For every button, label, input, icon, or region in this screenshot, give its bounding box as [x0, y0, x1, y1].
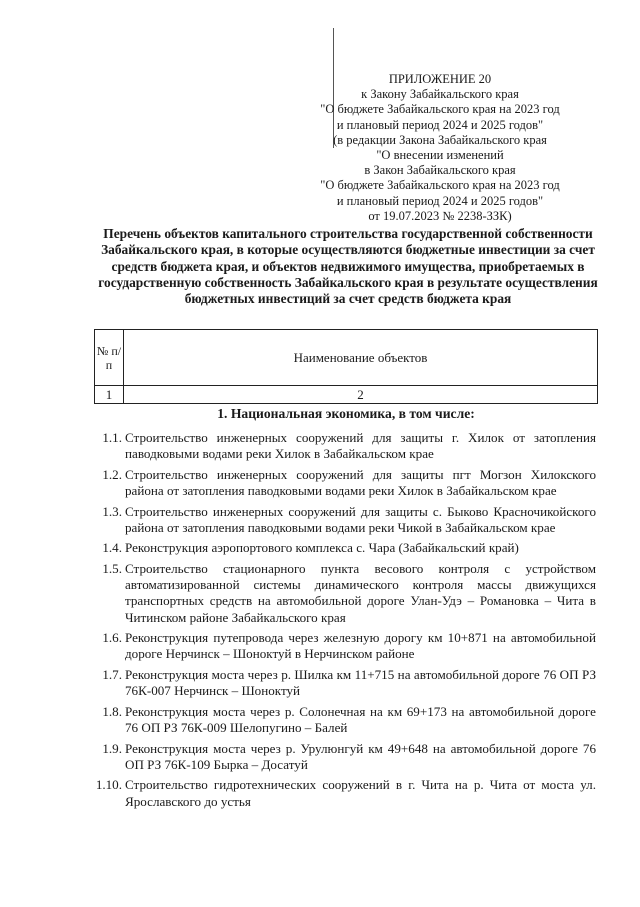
col-number-header: № п/п — [95, 330, 124, 386]
list-item — [94, 667, 596, 699]
appendix-line: "О бюджете Забайкальского края на 2023 год — [320, 102, 560, 117]
item-text: Реконструкция аэропортового комплекса с. Чара (Забайкальский край) — [125, 540, 519, 556]
item-text: Строительство инженерных сооружений для защиты пгт Могзон Хилокского района от затопления паводковыми водами реки Хилок в Забайкальском крае — [125, 466, 596, 498]
item-number: 1.9. — [102, 740, 122, 756]
list-item — [94, 704, 596, 736]
item-number: 1.7. — [102, 666, 122, 682]
appendix-line: в Закон Забайкальского края — [364, 163, 516, 178]
item-number: 1.1. — [102, 430, 122, 445]
objects-list — [94, 430, 596, 814]
col-name-header: Наименование объектов — [124, 330, 598, 386]
item-number: 1.5. — [102, 560, 122, 576]
list-item — [94, 777, 596, 809]
list-item — [94, 561, 596, 626]
list-item — [94, 504, 596, 536]
item-number: 1.6. — [102, 630, 122, 646]
objects-table-header — [94, 329, 598, 404]
appendix-header — [300, 72, 580, 224]
list-item — [94, 540, 596, 556]
item-text: Реконструкция моста через р. Урулюнгуй км 49+648 на автомобильной дороге 76 ОП РЗ 76К-109 Бырка – Досатуй — [125, 740, 596, 772]
appendix-line: от 19.07.2023 № 2238-ЗЗК) — [368, 208, 512, 223]
item-number: 1.3. — [102, 503, 122, 519]
item-text: Реконструкция моста через р. Шилка км 11+715 на автомобильной дороге 76 ОП РЗ 76К-007 Нерчинск – Шоноктуй — [125, 666, 596, 699]
item-number: 1.4. — [102, 540, 122, 556]
appendix-line: "О бюджете Забайкальского края на 2023 год — [320, 178, 560, 193]
item-text: Реконструкция путепровода через железную дорогу км 10+871 на автомобильной дороге Нерчинск – Шоноктуй в Нерчинском районе — [125, 630, 596, 662]
item-number: 1.2. — [102, 466, 122, 482]
list-item — [94, 467, 596, 499]
appendix-line: "О внесении изменений — [376, 148, 504, 163]
appendix-line: ПРИЛОЖЕНИЕ 20 — [388, 72, 492, 86]
col-number-index: 1 — [95, 386, 124, 404]
item-number: 1.10. — [95, 777, 122, 793]
item-text: Строительство инженерных сооружений для защиты с. Быково Красночикойского района от затопления паводковыми водами реки Чикой в Забайкальском крае — [125, 503, 596, 535]
col-name-index: 2 — [124, 386, 598, 404]
item-number: 1.8. — [102, 703, 122, 719]
item-text: Строительство гидротехнических сооружений в г. Чита на р. Чита от моста ул. Ярославского до устья — [125, 777, 596, 809]
section-heading: 1. Национальная экономика, в том числе: — [217, 406, 475, 421]
appendix-line: (в редакции Закона Забайкальского края — [333, 132, 547, 147]
list-item — [94, 741, 596, 773]
appendix-line: и плановый период 2024 и 2025 годов" — [336, 193, 544, 208]
list-item — [94, 430, 596, 462]
item-text: Строительство инженерных сооружений для защиты г. Хилок от затопления паводковыми водами реки Хилок в Забайкальском крае — [125, 430, 596, 462]
document-title: Перечень объектов капитального строительства государственной собственности Забайкальского края, в которые осуществляются бюджетные инвестиции за счет средств бюджета края, и объектов недвижимого имущества, приобретаемых в государственную собственность Забайкальского края в результате осуществления бюджетных инвестиций за счет средств бюджета края — [98, 226, 598, 307]
appendix-line: и плановый период 2024 и 2025 годов" — [336, 117, 544, 132]
item-text: Реконструкция моста через р. Солонечная на км 69+173 на автомобильной дороге 76 ОП РЗ 76К-009 Шелопугино – Балей — [125, 703, 596, 735]
list-item — [94, 630, 596, 662]
appendix-line: к Закону Забайкальского края — [361, 87, 519, 102]
item-text: Строительство стационарного пункта весового контроля с устройством автоматизированной системы динамического контроля массы движущихся транспортных средств на автомобильной дороге Улан-Удэ – Романовка – Чита в Читинском районе Забайкальского края — [125, 560, 596, 625]
